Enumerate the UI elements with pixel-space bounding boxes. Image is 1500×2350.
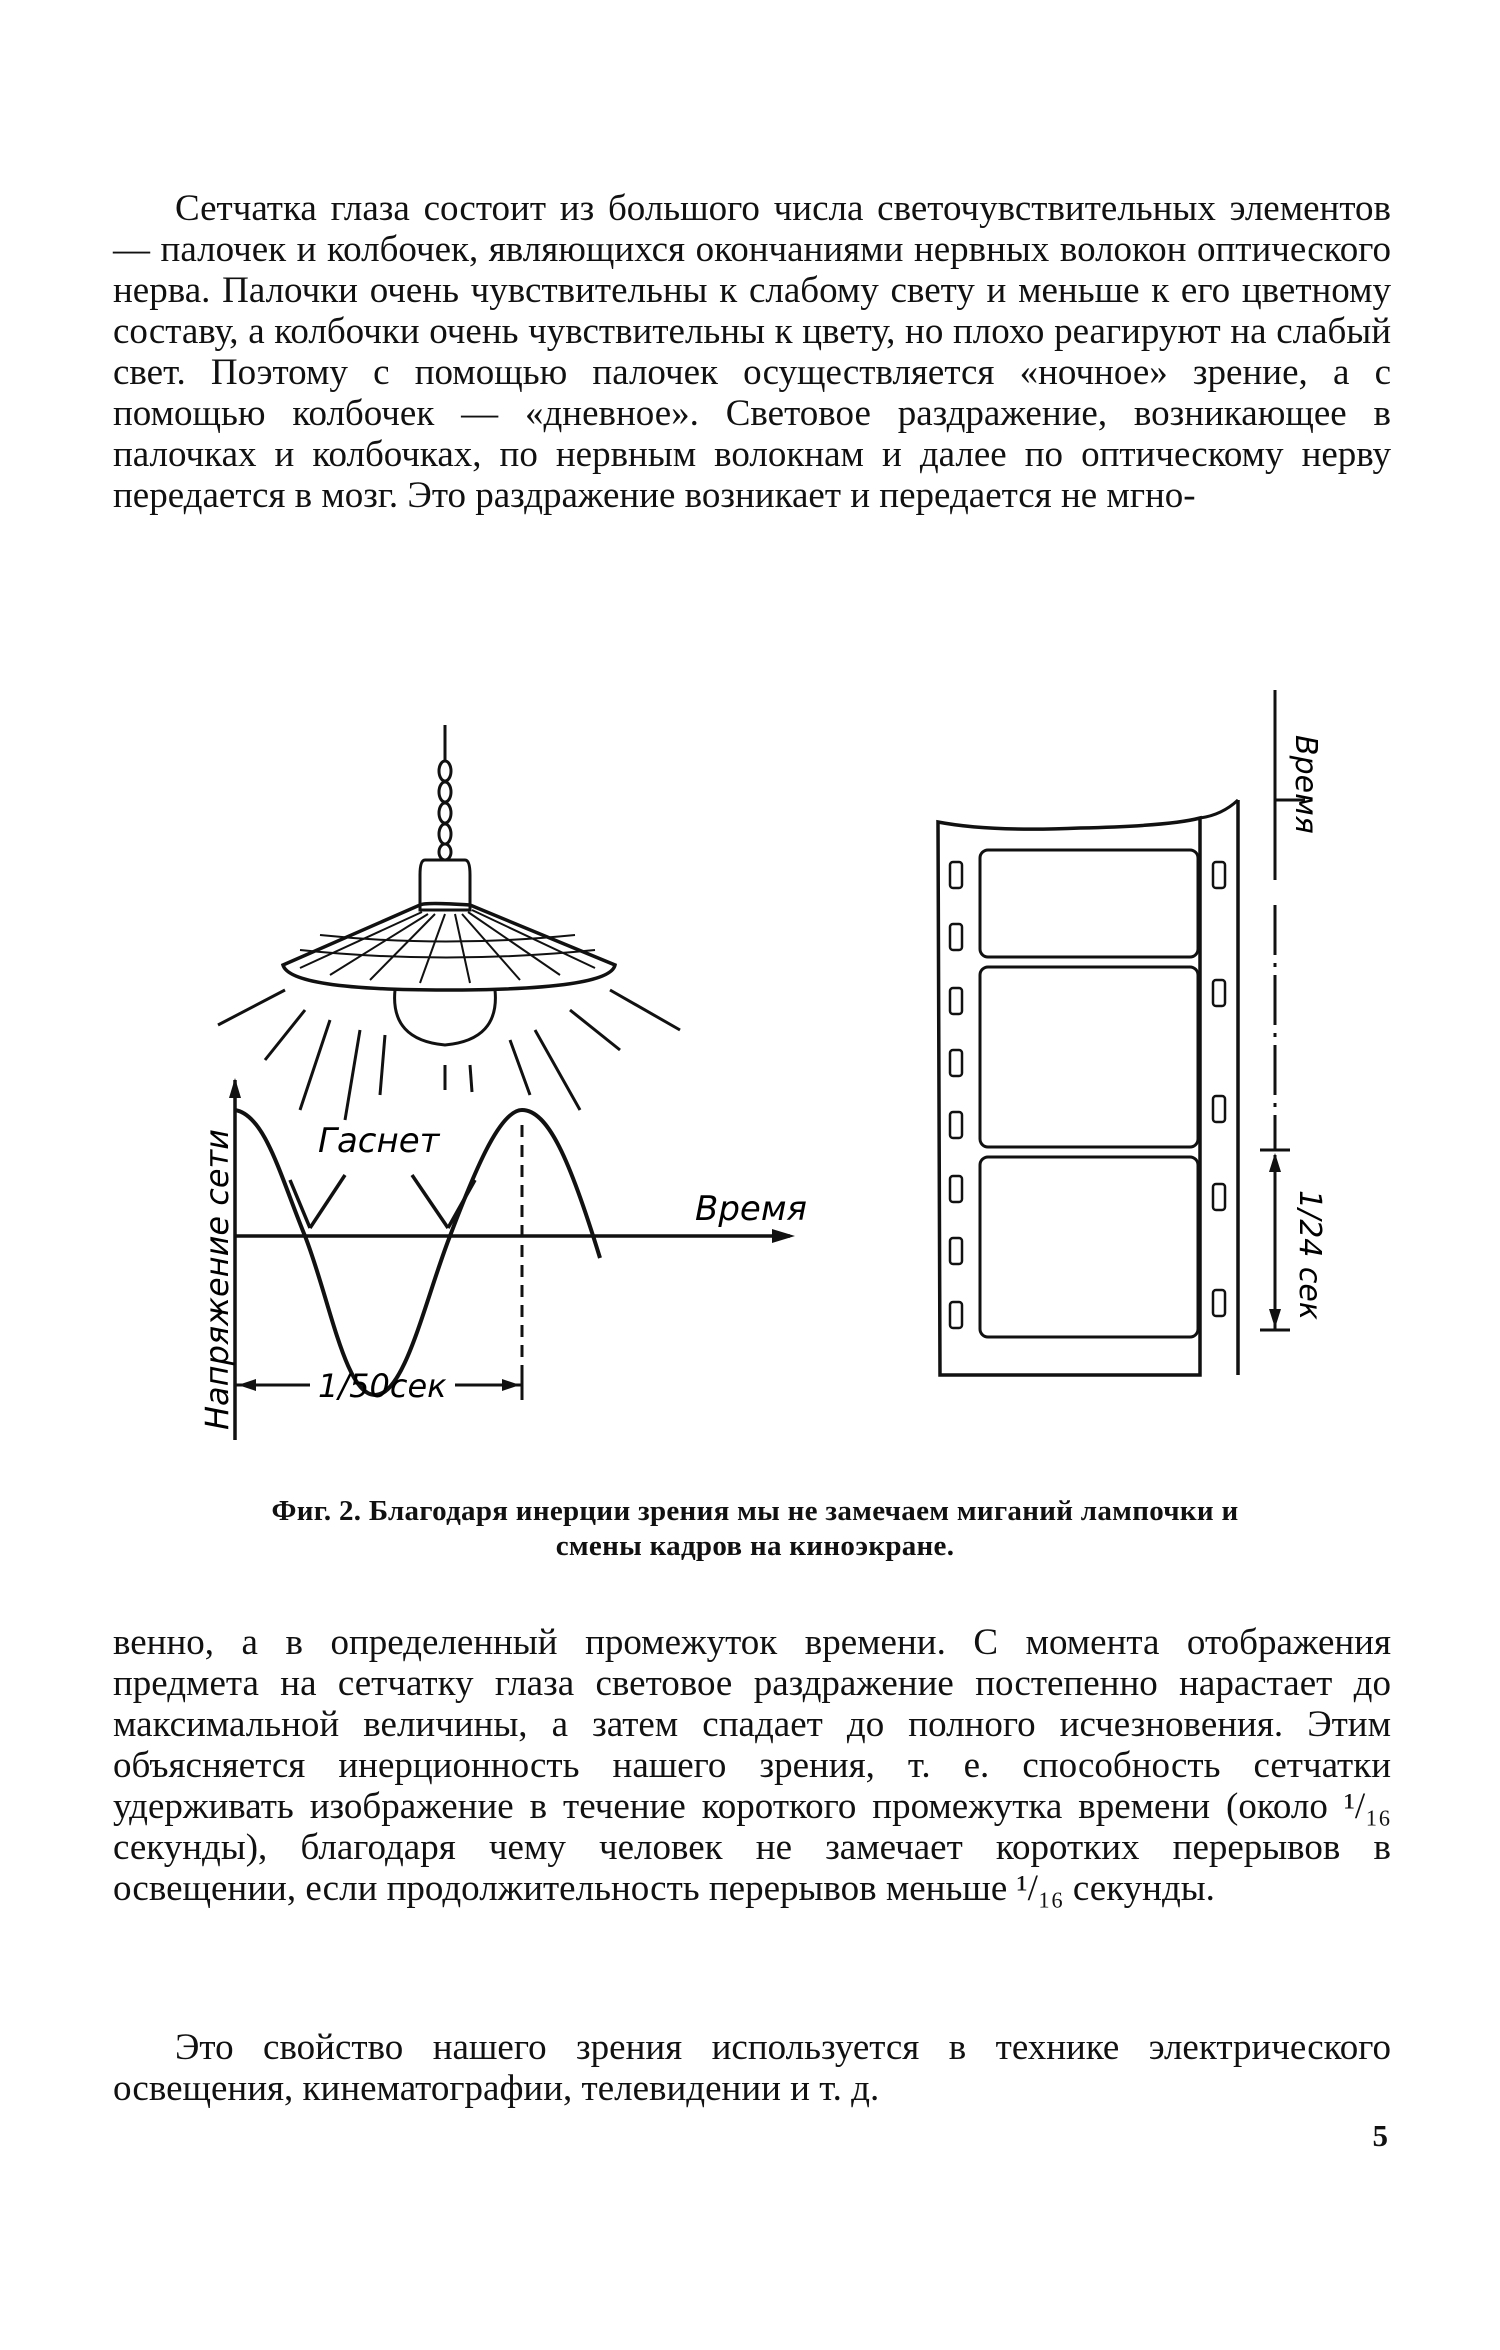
film-time-label: Время bbox=[1288, 735, 1323, 834]
lamp-chain bbox=[439, 725, 451, 860]
lamp-rays bbox=[218, 990, 680, 1120]
paragraph-3 bbox=[113, 2027, 1391, 2109]
period-label: 1/50сек bbox=[318, 1367, 447, 1405]
page-number: 5 bbox=[1372, 2118, 1388, 2153]
film-strip bbox=[938, 800, 1238, 1375]
paragraph-2-text: венно, а в определенный промежуток времени. С момента отображения предмета на сетчатку глаза световое раздражение постепенно нарастает до максимальной величины, а затем спадает до полного исчезновения. Этим объясняется инерционность нашего зрения, т. е. способность сетчатки удерживать изображение в течение короткого промежутка времени (около ¹/₁₆ секунды), благодаря чему человек не замечает коротких перерывов в освещении, если продолжительность перерывов меньше ¹/₁₆ секунды. bbox=[113, 1622, 1391, 1909]
lamp-shade bbox=[283, 904, 615, 991]
paragraph-2 bbox=[113, 1622, 1391, 1909]
lamp-bulb bbox=[395, 990, 496, 1045]
fades-markers bbox=[290, 1175, 475, 1228]
caption-line-1: Фиг. 2. Благодаря инерции зрения мы не замечаем миганий лампочки и bbox=[271, 1495, 1239, 1527]
film-interval-label: 1/24 сек bbox=[1292, 1190, 1327, 1320]
lamp-shade-lines bbox=[300, 910, 595, 983]
figure-caption bbox=[100, 1494, 1410, 1564]
paragraph-3-text: Это свойство нашего зрения используется в технике электрического освещения, кинематографии, телевидении и т. д. bbox=[113, 2027, 1391, 2109]
paragraph-1-text: Сетчатка глаза состоит из большого числа светочувствительных элементов — палочек и колбочек, являющихся окончаниями нервных волокон оптического нерва. Палочки очень чувствительны к слабому свету и меньше к его цветному составу, а колбочки очень чувствительны к цвету, но плохо реагируют на слабый свет. Поэтому с помощью палочек осуществляется «ночное» зрение, а с помощью колбочек — «дневное». Световое раздражение, возникающее в палочках и колбочках, по нервным волокнам и далее по оптическому нерву передается в мозг. Это раздражение возникает и передается не мгно- bbox=[113, 188, 1391, 516]
caption-line-2: смены кадров на киноэкране. bbox=[555, 1530, 955, 1562]
voltage-axis-label: Напряжение сети bbox=[198, 1129, 236, 1430]
time-axis-label: Время bbox=[695, 1189, 807, 1229]
fades-label: Гаснет bbox=[318, 1121, 440, 1161]
